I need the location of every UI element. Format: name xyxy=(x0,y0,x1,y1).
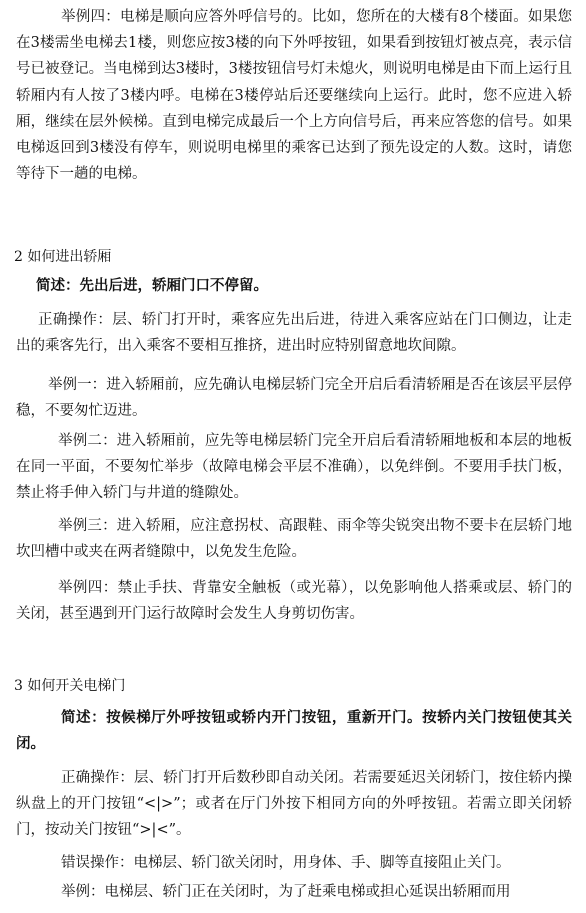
section-3-summary: 简述：按候梯厅外呼按钮或轿内开门按钮，重新开门。按轿内关门按钮使其关闭。 xyxy=(16,709,572,753)
section-2-correct-operation: 正确操作：层、轿门打开时，乘客应先出后进，待进入乘客应站在门口侧边，让走出的乘客先行，出入乘客不要相互推挤，进出时应特别留意地坎间隙。 xyxy=(16,312,572,355)
section-3-correct-operation: 正确操作：层、轿门打开后数秒即自动关闭。若需要延迟关闭轿门，按住轿内操纵盘上的开门按钮“<|>”；或者在厅门外按下相同方向的外呼按钮。若需立即关闭轿门，按动关门按钮“>|<”。 xyxy=(16,770,572,839)
section-2-example-3: 举例三：进入轿厢，应注意拐杖、高跟鞋、雨伞等尖锐突出物不要卡在层轿门地坎凹槽中或夹在两者缝隙中，以免发生危险。 xyxy=(16,518,572,561)
section-2-example-2: 举例二：进入轿厢前，应先等电梯层轿门完全开启后看清轿厢地板和本层的地板在同一平面，不要匆忙举步（故障电梯会平层不准确），以免绊倒。不要用手扶门板，禁止将手伸入轿门与井道的缝隙处。 xyxy=(16,433,572,502)
section-2-summary: 简述：先出后进，轿厢门口不停留。 xyxy=(36,277,268,294)
prev-example-4-paragraph: 举例四：电梯是顺向应答外呼信号的。比如，您所在的大楼有8个楼面。如果您在3楼需坐电梯去1楼，则您应按3楼的向下外呼按钮，如果看到按钮灯被点亮，表示信号已被登记。当电梯到达3楼时，3楼按钮信号灯未熄火，则说明电梯是由下而上运行且轿厢内有人按了3楼内呼。电梯在3楼停站后还要继续向上运行。此时，您不应进入轿厢，继续在层外候梯。直到电梯完成最后一个上方向信号后，再来应答您的信号。如果电梯返回到3楼没有停车，则说明电梯里的乘客已达到了预先设定的人数。这时，请您等待下一趟的电梯。 xyxy=(16,9,572,183)
section-3-example: 举例：电梯层、轿门正在关闭时，为了赶乘电梯或担心延误出轿厢而用 xyxy=(61,884,511,900)
section-2-heading: 2 如何进出轿厢 xyxy=(14,249,112,265)
section-2-example-4: 举例四：禁止手扶、背靠安全触板（或光幕），以免影响他人搭乘或层、轿门的关闭，甚至遇到开门运行故障时会发生人身剪切伤害。 xyxy=(16,580,572,623)
section-3-wrong-operation: 错误操作：电梯层、轿门欲关闭时，用身体、手、脚等直接阻止关门。 xyxy=(61,855,511,871)
section-2-example-1: 举例一：进入轿厢前，应先确认电梯层轿门完全开启后看清轿厢是否在该层平层停稳，不要匆忙迈进。 xyxy=(16,377,572,420)
section-3-heading: 3 如何开关电梯门 xyxy=(14,678,126,694)
